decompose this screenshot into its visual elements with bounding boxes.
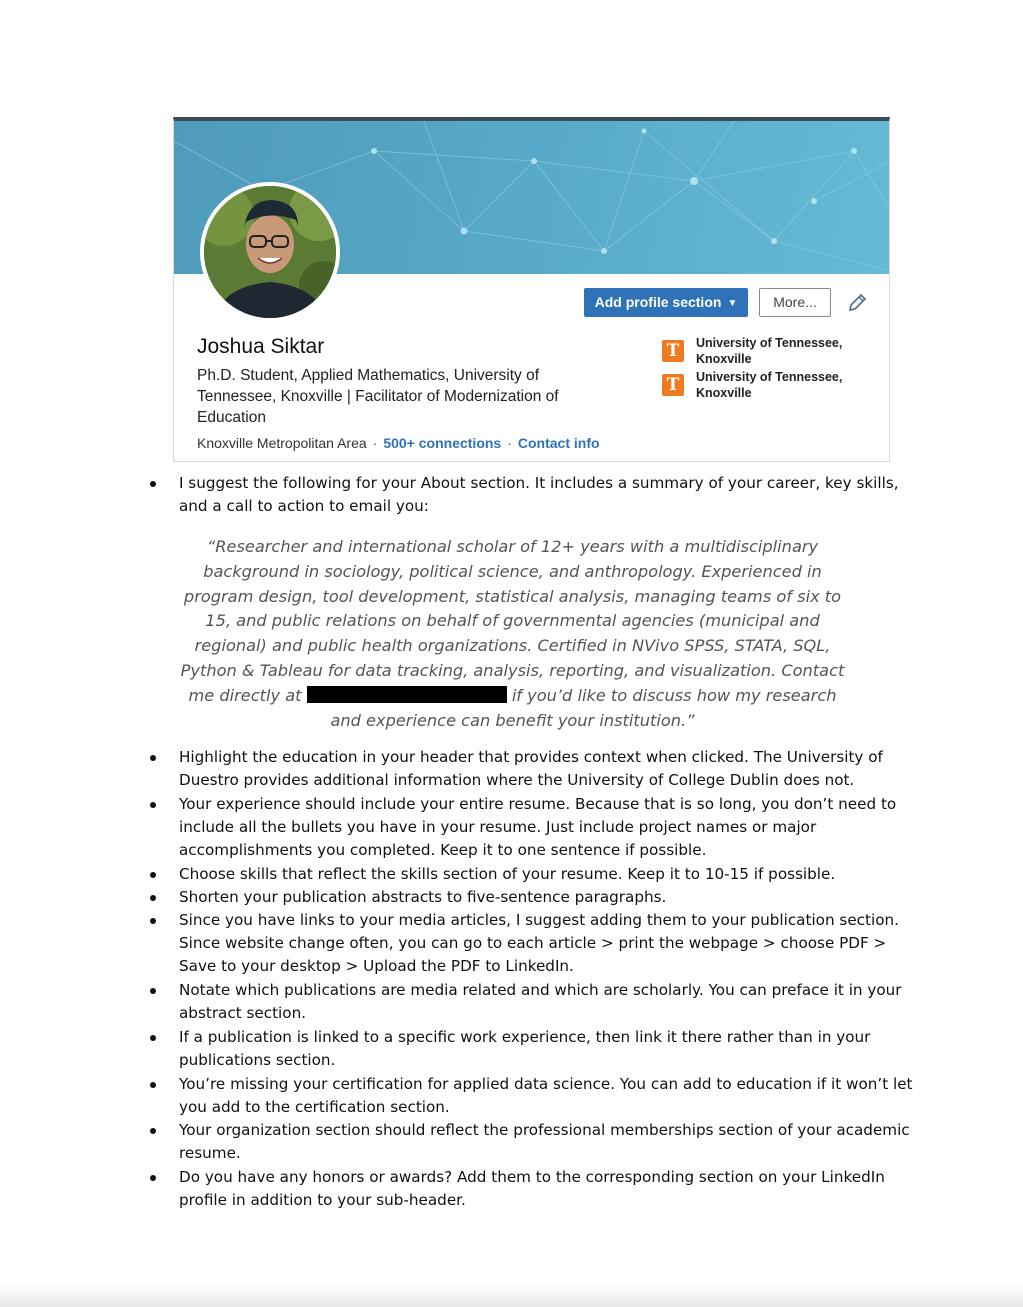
list-item-text: Highlight the education in your header that provides context when clicked. The University of Duestro provides additional information where the University of College Dublin does not. — [179, 748, 883, 789]
list-item-text: You’re missing your certification for applied data science. You can add to education if it won’t let you add to the certification section. — [179, 1075, 913, 1116]
education-name: University of Tennessee, Knoxville — [696, 370, 843, 400]
profile-meta-line: Knoxville Metropolitan Area · 500+ connections · Contact info — [197, 435, 600, 451]
bullet-icon — [150, 1128, 156, 1134]
more-button[interactable]: More... — [759, 288, 831, 317]
quote-text: “Researcher and international scholar of 12+ years with a multidisciplinary background in sociology, political science, and anthropology. Experienced in program design, tool development, statistical analysis, managing teams of six to 15, and public relations on behalf of governmental agencies (municipal and regional) and public health organizations. Certified in NVivo SPSS, STATA, SQL, Python & Tableau for data tracking, analysis, reporting, and visualization. Contact me directly at — [180, 537, 845, 705]
university-logo-icon: T — [662, 340, 684, 362]
list-item-text: I suggest the following for your About section. It includes a summary of your career, key skills, and a call to action to email you: — [179, 474, 899, 515]
suggested-about-quote — [180, 535, 845, 733]
bullet-icon — [150, 802, 156, 808]
pencil-edit-icon[interactable] — [846, 292, 868, 314]
bullet-icon — [150, 1035, 156, 1041]
list-item-text: Your experience should include your entire resume. Because that is so long, you don’t need to include all the bullets you have in your resume. Just include project names or major accomplishments you completed. Keep it to one sentence if possible. — [179, 795, 897, 859]
list-item-text: Choose skills that reflect the skills section of your resume. Keep it to 10-15 if possible. — [179, 865, 836, 883]
add-profile-section-button[interactable] — [584, 288, 748, 317]
education-entry[interactable] — [662, 335, 862, 367]
bullet-icon — [150, 988, 156, 994]
education-entry[interactable] — [662, 369, 862, 401]
list-item-text: Your organization section should reflect the professional memberships section of your academic resume. — [179, 1121, 910, 1162]
bullet-icon — [150, 1082, 156, 1088]
profile-location: Knoxville Metropolitan Area — [197, 435, 367, 451]
profile-name: Joshua Siktar — [197, 335, 325, 358]
list-item-text: Do you have any honors or awards? Add them to the corresponding section on your LinkedIn profile in addition to your sub-header. — [179, 1168, 885, 1209]
bullet-icon — [150, 1175, 156, 1181]
bullet-icon — [150, 755, 156, 761]
linkedin-profile-card — [173, 117, 890, 462]
list-item-text: Notate which publications are media related and which are scholarly. You can preface it in your abstract section. — [179, 981, 902, 1022]
bullet-icon — [150, 918, 156, 924]
contact-info-link[interactable]: Contact info — [517, 435, 600, 451]
profile-photo[interactable] — [200, 182, 340, 322]
redacted-email — [307, 686, 507, 703]
bullet-icon — [150, 872, 156, 878]
add-profile-section-label: Add profile section — [594, 294, 722, 310]
profile-headline: Ph.D. Student, Applied Mathematics, University of Tennessee, Knoxville | Facilitator of Modernization of Education — [197, 367, 559, 426]
connections-link[interactable]: 500+ connections — [383, 435, 502, 451]
education-name: University of Tennessee, Knoxville — [696, 336, 843, 366]
list-item-text: Since you have links to your media articles, I suggest adding them to your publication section. Since website change often, you can go to each article > print the webpage > choose PDF > Save to your desktop > Upload the PDF to LinkedIn. — [179, 911, 899, 975]
list-item-text: If a publication is linked to a specific work experience, then link it there rather than in your publications section. — [179, 1028, 871, 1069]
quote-text-end: if you’d like to discuss how my research and experience can benefit your institution.” — [330, 685, 837, 730]
university-logo-icon: T — [662, 374, 684, 396]
list-item-text: Shorten your publication abstracts to five-sentence paragraphs. — [179, 888, 667, 906]
chevron-down-icon: ▼ — [727, 298, 738, 309]
bullet-icon — [150, 895, 156, 901]
bullet-icon — [150, 481, 156, 487]
page-edge-shadow — [0, 1283, 1023, 1307]
